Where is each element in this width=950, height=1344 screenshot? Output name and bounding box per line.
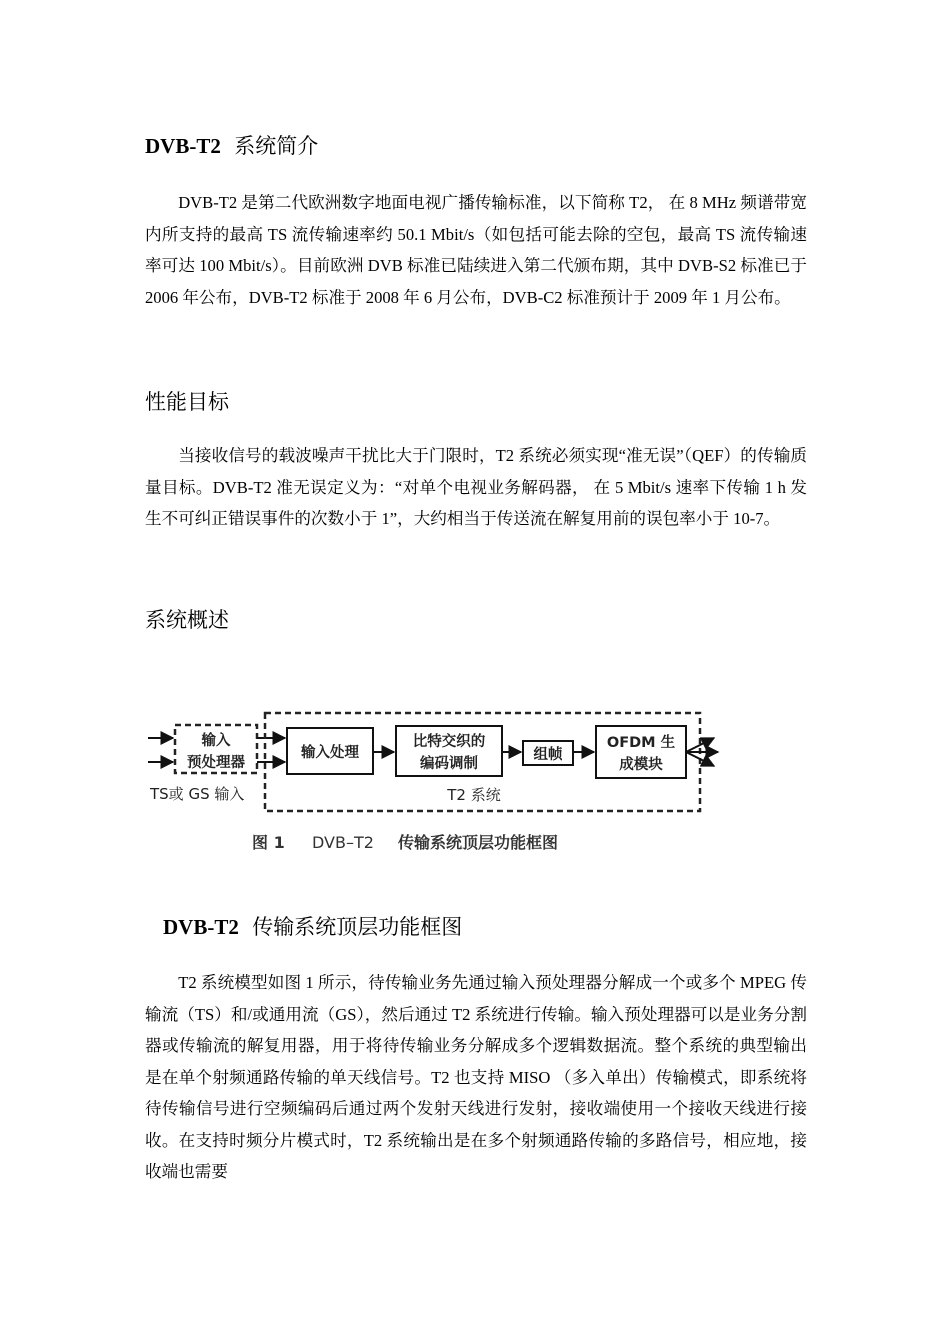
heading-diagram-title: 传输系统顶层功能框图	[252, 915, 463, 939]
block-bicm-label-line2: 编码调制	[420, 756, 478, 772]
paragraph-performance: 当接收信号的载波噪声干扰比大于门限时，T2 系统必须实现“准无误”（QEF）的传输质量目标。DVB-T2 准无误定义为：“对单个电视业务解码器， 在 5 Mbit/s 速率下传输 1 h 发生不可纠正错误事件的次数小于 1”，大约相当于传送流在解复用前的误包率小于 10-7。	[145, 446, 807, 528]
figure-block-diagram	[140, 708, 730, 858]
heading-intro	[145, 130, 318, 160]
heading-overview: 系统概述	[145, 608, 229, 632]
preprocessor-input-label: TS或 GS 输入	[150, 785, 245, 803]
heading-intro-code: DVB-T2	[145, 134, 221, 158]
block-bicm-label-line1: 比特交织的	[412, 734, 486, 750]
block-diagram-svg	[140, 708, 730, 858]
heading-diagram-code: DVB-T2	[163, 915, 239, 939]
figure-caption-number: 图 1	[252, 833, 285, 852]
heading-performance: 性能目标	[145, 390, 229, 414]
block-input-processing-label: 输入处理	[301, 745, 359, 761]
preprocessor-label-line2: 预处理器	[187, 755, 245, 771]
paragraph-model: T2 系统模型如图 1 所示，待传输业务先通过输入预处理器分解成一个或多个 MPEG 传输流（TS）和/或通用流（GS），然后通过 T2 系统进行传输。输入预处理器可以是业务分割器或传输流的解复用器，用于将待传输业务分解成多个逻辑数据流。整个系统的典型输出是在单个射频通路传输的单天线信号。T2 也支持 MISO （多入单出）传输模式，即系统将待传输信号进行空频编码后通过两个发射天线进行发射，接收端使用一个接收天线进行接收。在支持时频分片模式时，T2 系统输出是在多个射频通路传输的多路信号，相应地，接收端也需要	[145, 973, 807, 1181]
block-ofdm-label-line1: OFDM 生	[606, 735, 676, 751]
t2-system-label: T2 系统	[447, 786, 501, 804]
figure-caption-text: 传输系统顶层功能框图	[398, 833, 559, 852]
heading-diagram	[163, 911, 462, 941]
block-framing-label: 组帧	[533, 747, 563, 763]
block-ofdm-label-line2: 成模块	[619, 757, 663, 773]
preprocessor-label-line1: 输入	[201, 733, 231, 749]
figure-caption-code: DVB–T2	[312, 833, 374, 852]
paragraph-intro: DVB-T2 是第二代欧洲数字地面电视广播传输标准，以下简称 T2， 在 8 MHz 频谱带宽内所支持的最高 TS 流传输速率约 50.1 Mbit/s（如包括可能去除的空包，最高 TS 流传输速率可达 100 Mbit/s）。目前欧洲 DVB 标准已陆续进入第二代颁布期，其中 DVB-S2 标准已于 2006 年公布，DVB-T2 标准于 2008 年 6 月公布，DVB-C2 标准预计于 2009 年 1 月公布。	[145, 193, 807, 307]
heading-intro-title: 系统简介	[234, 134, 319, 158]
